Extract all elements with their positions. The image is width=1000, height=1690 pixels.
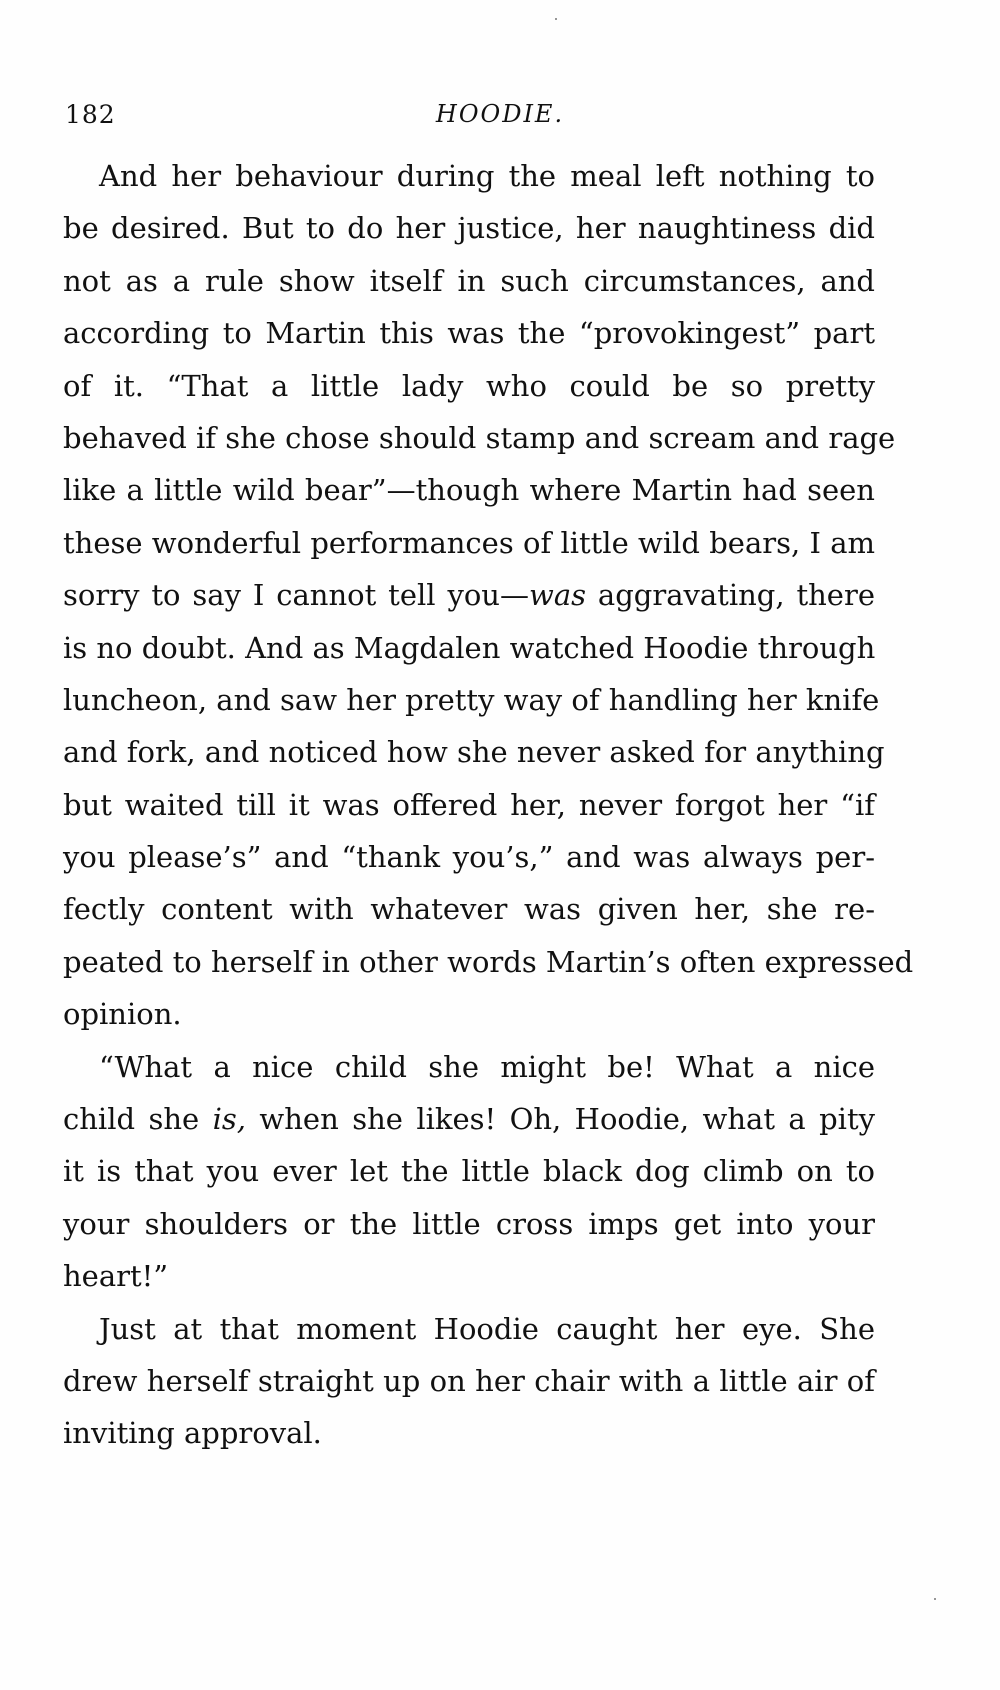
text-line: be desired. But to do her justice, her naughtiness did [63, 211, 875, 246]
paragraph [63, 1303, 875, 1460]
text-line: these wonderful performances of little wild bears, I am [63, 525, 875, 560]
emphasis: is, [212, 1102, 246, 1137]
text-line: child she is, when she likes! Oh, Hoodie, what a pity [63, 1102, 875, 1137]
text-line: luncheon, and saw her pretty way of handling her knife [63, 682, 880, 717]
text-line: opinion. [63, 997, 182, 1032]
text-line: Just at that moment Hoodie caught her eye. She [99, 1311, 875, 1346]
text-line: peated to herself in other words Martin’s often expressed [63, 944, 914, 979]
text-line: your shoulders or the little cross imps get into your [63, 1206, 875, 1241]
emphasis: was [529, 578, 586, 613]
text-line: you please’s” and “thank you’s,” and was always per- [63, 840, 875, 875]
text-line: “What a nice child she might be! What a nice [99, 1049, 875, 1084]
text-line: of it. “That a little lady who could be so pretty [63, 368, 875, 403]
page-number: 182 [65, 100, 116, 129]
text-line: fectly content with whatever was given her, she re- [63, 892, 875, 927]
scan-speck [934, 1598, 936, 1600]
text-line: drew herself straight up on her chair with a little air of [63, 1363, 875, 1398]
text-line: it is that you ever let the little black dog climb on to [63, 1154, 875, 1189]
paragraph [63, 1041, 875, 1303]
text-line: inviting approval. [63, 1416, 322, 1451]
text-line: is no doubt. And as Magdalen watched Hoodie through [63, 630, 876, 665]
text-line: not as a rule show itself in such circumstances, and [63, 263, 875, 298]
text-line: heart!” [63, 1259, 169, 1294]
body-text [63, 150, 914, 1460]
text-line: but waited till it was offered her, never forgot her “if [63, 787, 875, 822]
text-line: and fork, and noticed how she never asked for anything [63, 735, 885, 770]
paragraph [63, 150, 914, 1041]
text-line: according to Martin this was the “provokingest” part [63, 316, 875, 351]
scan-speck [555, 18, 557, 20]
text-line: And her behaviour during the meal left nothing to [99, 159, 875, 193]
text-line: behaved if she chose should stamp and scream and rage [63, 420, 896, 455]
running-title: HOODIE. [435, 100, 565, 128]
text-line: sorry to say I cannot tell you—was aggravating, there [63, 578, 875, 613]
text-line: like a little wild bear”—though where Martin had seen [63, 473, 875, 508]
